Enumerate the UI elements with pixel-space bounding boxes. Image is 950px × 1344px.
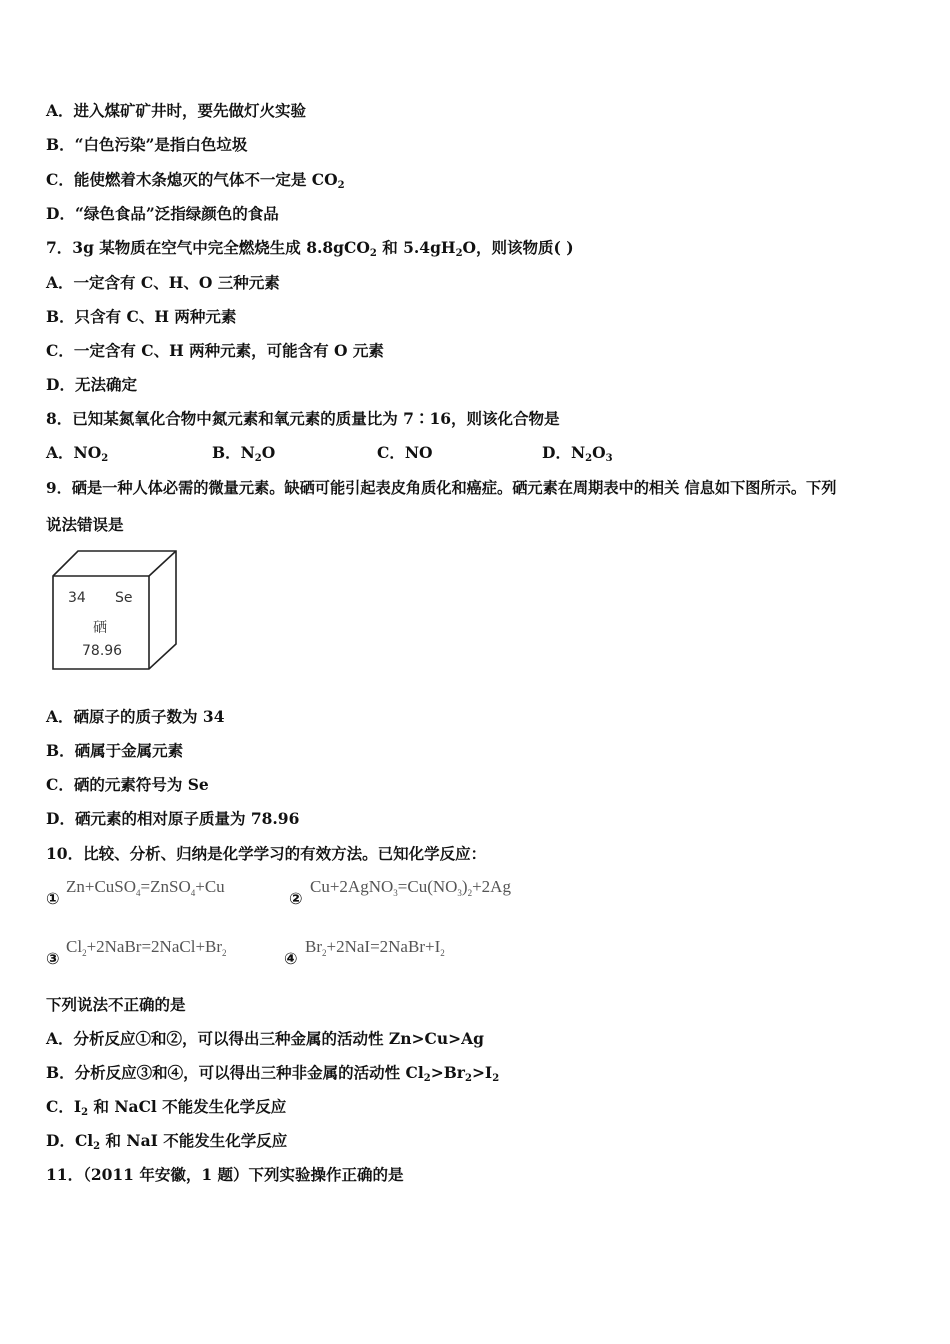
r1-c: +Cu <box>195 877 225 896</box>
r2-s1: 3 <box>393 888 398 898</box>
q7-stem-part3: O，则该物质( ) <box>462 238 574 257</box>
r2-b: =Cu(NO <box>397 877 458 896</box>
element-mass: 78.96 <box>82 643 123 659</box>
r3-b: +2NaBr=2NaCl+Br <box>86 937 223 956</box>
q7-option-c: C．一定含有 C、H 两种元素，可能含有 O 元素 <box>46 341 384 360</box>
q6-option-b: B．“白色污染”是指白色垃圾 <box>46 135 248 154</box>
q7-stem-sub2: 2 <box>455 248 463 259</box>
reaction-2-marker: ② <box>289 889 303 908</box>
reaction-2-equation <box>310 877 511 897</box>
q8-option-d <box>542 443 613 463</box>
r1-s1: 4 <box>136 888 141 898</box>
q8-option-d-mid: O <box>592 443 606 462</box>
r1-a: Zn+CuSO <box>66 877 137 896</box>
q7-stem-part2: 和 5.4gH <box>376 238 456 257</box>
q7-option-a: A．一定含有 C、H、O 三种元素 <box>46 273 280 292</box>
q8-option-a <box>46 443 108 463</box>
r2-s3: 2 <box>467 888 473 898</box>
reaction-4-marker: ④ <box>284 949 298 968</box>
element-symbol: Se <box>115 590 133 606</box>
r2-c: ) <box>461 877 468 896</box>
q9-option-d: D．硒元素的相对原子质量为 78.96 <box>46 809 300 828</box>
q10-option-c <box>46 1097 286 1117</box>
q10-d-pre: D．Cl <box>46 1131 94 1150</box>
selenium-element-card <box>50 548 180 672</box>
q10-option-a: A．分析反应①和②，可以得出三种金属的活动性 Zn>Cu>Ag <box>46 1029 484 1048</box>
q10-b-pre: B．分析反应③和④，可以得出三种非金属的活动性 Cl <box>46 1063 424 1082</box>
element-number: 34 <box>68 590 86 606</box>
reaction-4-equation <box>305 937 445 957</box>
q9-stem-line2: 说法错误是 <box>46 515 124 534</box>
q10-option-d <box>46 1131 287 1151</box>
r2-d: +2Ag <box>472 877 511 896</box>
q11-stem: 11．（2011 年安徽，1 题）下列实验操作正确的是 <box>46 1165 404 1184</box>
reaction-3-marker: ③ <box>46 949 60 968</box>
q9-option-c: C．硒的元素符号为 Se <box>46 775 209 794</box>
element-name: 硒 <box>93 620 107 636</box>
r4-b: +2NaI=2NaBr+I <box>326 937 441 956</box>
q10-prompt: 下列说法不正确的是 <box>46 995 186 1014</box>
reaction-1-equation <box>66 877 225 897</box>
q8-option-b-sub: 2 <box>254 453 262 464</box>
q10-option-b <box>46 1063 499 1083</box>
q10-b-mid: >Br <box>430 1063 465 1082</box>
q6-option-a: A．进入煤矿矿井时，要先做灯火实验 <box>46 101 307 120</box>
r4-s2: 2 <box>440 948 445 958</box>
q10-d-post: 和 NaI 不能发生化学反应 <box>100 1131 288 1150</box>
q7-option-b: B．只含有 C、H 两种元素 <box>46 307 237 326</box>
q9-option-a: A．硒原子的质子数为 34 <box>46 707 225 726</box>
r4-s1: 2 <box>322 948 327 958</box>
r3-s1: 2 <box>82 948 87 958</box>
q7-option-d: D．无法确定 <box>46 375 137 394</box>
q9-stem-line1: 9．硒是一种人体必需的微量元素。缺硒可能引起表皮角质化和癌症。硒元素在周期表中的相关 信息如下图所示。下列 <box>46 479 837 497</box>
q6-option-c-sub: 2 <box>337 180 345 191</box>
q7-stem-sub1: 2 <box>369 248 377 259</box>
r1-s2: 4 <box>190 888 196 898</box>
q10-c-pre: C．I <box>46 1097 82 1116</box>
q8-option-d-text: D．N <box>542 443 586 462</box>
q8-option-b-post: O <box>261 443 276 462</box>
r4-a: Br <box>305 937 322 956</box>
q8-option-c: C．NO <box>377 443 433 462</box>
q10-stem: 10．比较、分析、归纳是化学学习的有效方法。已知化学反应： <box>46 844 487 863</box>
q10-b-s1: 2 <box>423 1073 431 1084</box>
q10-b-s3: 2 <box>492 1073 500 1084</box>
q8-option-d-sub2: 3 <box>605 453 613 464</box>
r1-b: =ZnSO <box>140 877 191 896</box>
q8-option-a-text: A．NO <box>46 443 102 462</box>
r2-a: Cu+2AgNO <box>310 877 394 896</box>
q8-option-b <box>212 443 275 463</box>
q10-c-post: 和 NaCl 不能发生化学反应 <box>88 1097 287 1116</box>
reaction-1-marker: ① <box>46 889 60 908</box>
q6-option-c <box>46 170 345 190</box>
q8-stem: 8．已知某氮氧化合物中氮元素和氧元素的质量比为 7∶16，则该化合物是 <box>46 409 560 428</box>
q7-stem-part1: 7．3g 某物质在空气中完全燃烧生成 8.8gCO <box>46 238 370 257</box>
q6-option-c-text: C．能使燃着木条熄灭的气体不一定是 CO <box>46 170 338 189</box>
q10-b-s2: 2 <box>464 1073 472 1084</box>
reaction-3-equation <box>66 937 227 957</box>
q10-d-sub: 2 <box>93 1141 101 1152</box>
q8-option-a-sub: 2 <box>101 453 109 464</box>
r3-a: Cl <box>66 937 83 956</box>
q9-option-b: B．硒属于金属元素 <box>46 741 184 760</box>
q10-c-sub: 2 <box>81 1107 89 1118</box>
r2-s2: 3 <box>457 888 462 898</box>
q8-option-b-text: B．N <box>212 443 255 462</box>
r3-s2: 2 <box>222 948 227 958</box>
q8-option-d-sub1: 2 <box>585 453 593 464</box>
q7-stem <box>46 238 574 258</box>
q10-b-mid2: >I <box>471 1063 493 1082</box>
q6-option-d: D．“绿色食品”泛指绿颜色的食品 <box>46 204 279 223</box>
